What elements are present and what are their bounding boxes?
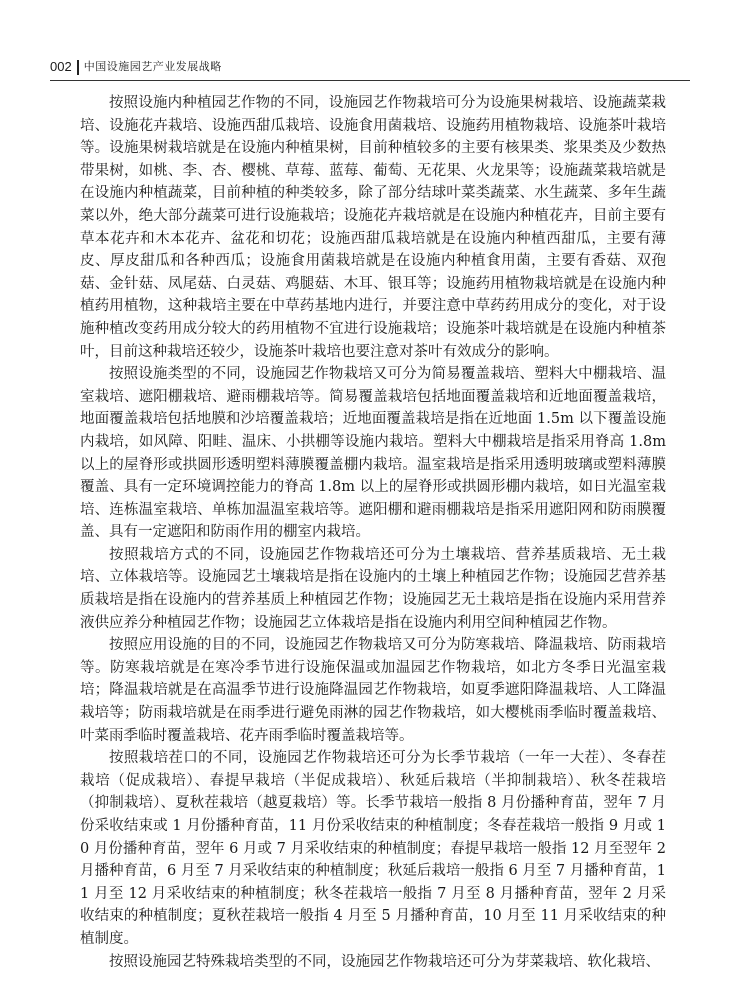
paragraph-facility-types: 按照设施类型的不同，设施园艺作物栽培又可分为简易覆盖栽培、塑料大中棚栽培、温室栽培、遮阳棚栽培、避雨棚栽培等。简易覆盖栽培包括地面覆盖栽培和近地面覆盖栽培，地面覆盖栽培包括地膜和沙培覆盖栽培；近地面覆盖栽培是指在近地面 1.5m 以下覆盖设施内栽培，如风障、阳畦、温床、小拱棚等设施内栽培。塑料大中棚栽培是指采用脊高 1.8m 以上的屋脊形或拱圆形透明塑料薄膜覆盖棚内栽培。温室栽培是指采用透明玻璃或塑料薄膜覆盖、具有一定环境调控能力的脊高 1.8m 以上的屋脊形或拱圆形棚内栽培，如日光温室栽培、连栋温室栽培、单栋加温温室栽培等。遮阳棚和避雨棚栽培是指采用遮阳网和防雨膜覆盖、具有一定遮阳和防雨作用的棚室内栽培。 bbox=[80, 366, 666, 541]
paragraph-cropping-seasons: 按照栽培茬口的不同，设施园艺作物栽培还可分为长季节栽培（一年一大茬）、冬春茬栽培（促成栽培）、春提早栽培（半促成栽培）、秋延后栽培（半抑制栽培）、秋冬茬栽培（抑制栽培）、夏秋茬栽培（越夏栽培）等。长季节栽培一般指 8 月份播种育苗，翌年 7 月份采收结束或 1 月份播种育苗，11 月份采收结束的种植制度；冬春茬栽培一般指 9 月或 10 月份播种育苗，翌年 6 月或 7 月采收结束的种植制度；春提早栽培一般指 12 月至翌年 2 月播种育苗，6 月至 7 月采收结束的种植制度；秋延后栽培一般指 6 月至 7 月播种育苗，11 月至 12 月采收结束的种植制度；秋冬茬栽培一般指 7 月至 8 月播种育苗，翌年 2 月采收结束的种植制度；夏秋茬栽培一般指 4 月至 5 月播种育苗，10 月至 11 月采收结束的种植制度。 bbox=[80, 750, 666, 947]
header-divider bbox=[77, 60, 79, 75]
paragraph-fruit-crops: 按照设施内种植园艺作物的不同，设施园艺作物栽培可分为设施果树栽培、设施蔬菜栽培、设施花卉栽培、设施西甜瓜栽培、设施食用菌栽培、设施药用植物栽培、设施茶叶栽培等。设施果树栽培就是在设施内种植果树，目前种植较多的主要有核果类、浆果类及少数热带果树，如桃、李、杏、樱桃、草莓、蓝莓、葡萄、无花果、火龙果等；设施蔬菜栽培就是在设施内种植蔬菜，目前种植的种类较多，除了部分结球叶菜类蔬菜、水生蔬菜、多年生蔬菜以外，绝大部分蔬菜可进行设施栽培；设施花卉栽培就是在设施内种植花卉，目前主要有草本花卉和木本花卉、盆花和切花；设施西甜瓜栽培就是在设施内种植西甜瓜，主要有薄皮、厚皮甜瓜和各种西瓜；设施食用菌栽培就是在设施内种植食用菌，主要有香菇、双孢菇、金针菇、凤尾菇、白灵菇、鸡腿菇、木耳、银耳等；设施药用植物栽培就是在设施内种植药用植物，这种栽培主要在中草药基地内进行，并要注意中草药药用成分的变化，对于设施种植改变药用成分较大的药用植物不宜进行设施栽培；设施茶叶栽培就是在设施内种植茶叶，目前这种栽培还较少，设施茶叶栽培也要注意对茶叶有效成分的影响。 bbox=[80, 95, 666, 360]
paragraph-special-types: 按照设施园艺特殊栽培类型的不同，设施园艺作物栽培还可分为芽菜栽培、软化栽培、 bbox=[109, 953, 660, 970]
page-number: 002 bbox=[50, 59, 72, 74]
paragraph-cultivation-methods: 按照栽培方式的不同，设施园艺作物栽培还可分为土壤栽培、营养基质栽培、无土栽培、立体栽培等。设施园艺土壤栽培是指在设施内的土壤上种植园艺作物；设施园艺营养基质栽培是指在设施内的营养基质上种植园艺作物；设施园艺无土栽培是指在设施内采用营养液供应养分种植园艺作物；设施园艺立体栽培是指在设施内利用空间种植园艺作物。 bbox=[80, 546, 666, 631]
body-text bbox=[80, 92, 666, 973]
running-header bbox=[50, 54, 690, 81]
book-title: 中国设施园艺产业发展战略 bbox=[83, 60, 222, 73]
paragraph-facility-purpose: 按照应用设施的目的不同，设施园艺作物栽培又可分为防寒栽培、降温栽培、防雨栽培等。防寒栽培就是在寒冷季节进行设施保温或加温园艺作物栽培，如北方冬季日光温室栽培；降温栽培就是在高温季节进行设施降温园艺作物栽培，如夏季遮阳降温栽培、人工降温栽培等；防雨栽培就是在雨季进行避免雨淋的园艺作物栽培，如大樱桃雨季临时覆盖栽培、叶菜雨季临时覆盖栽培、花卉雨季临时覆盖栽培等。 bbox=[80, 637, 666, 744]
